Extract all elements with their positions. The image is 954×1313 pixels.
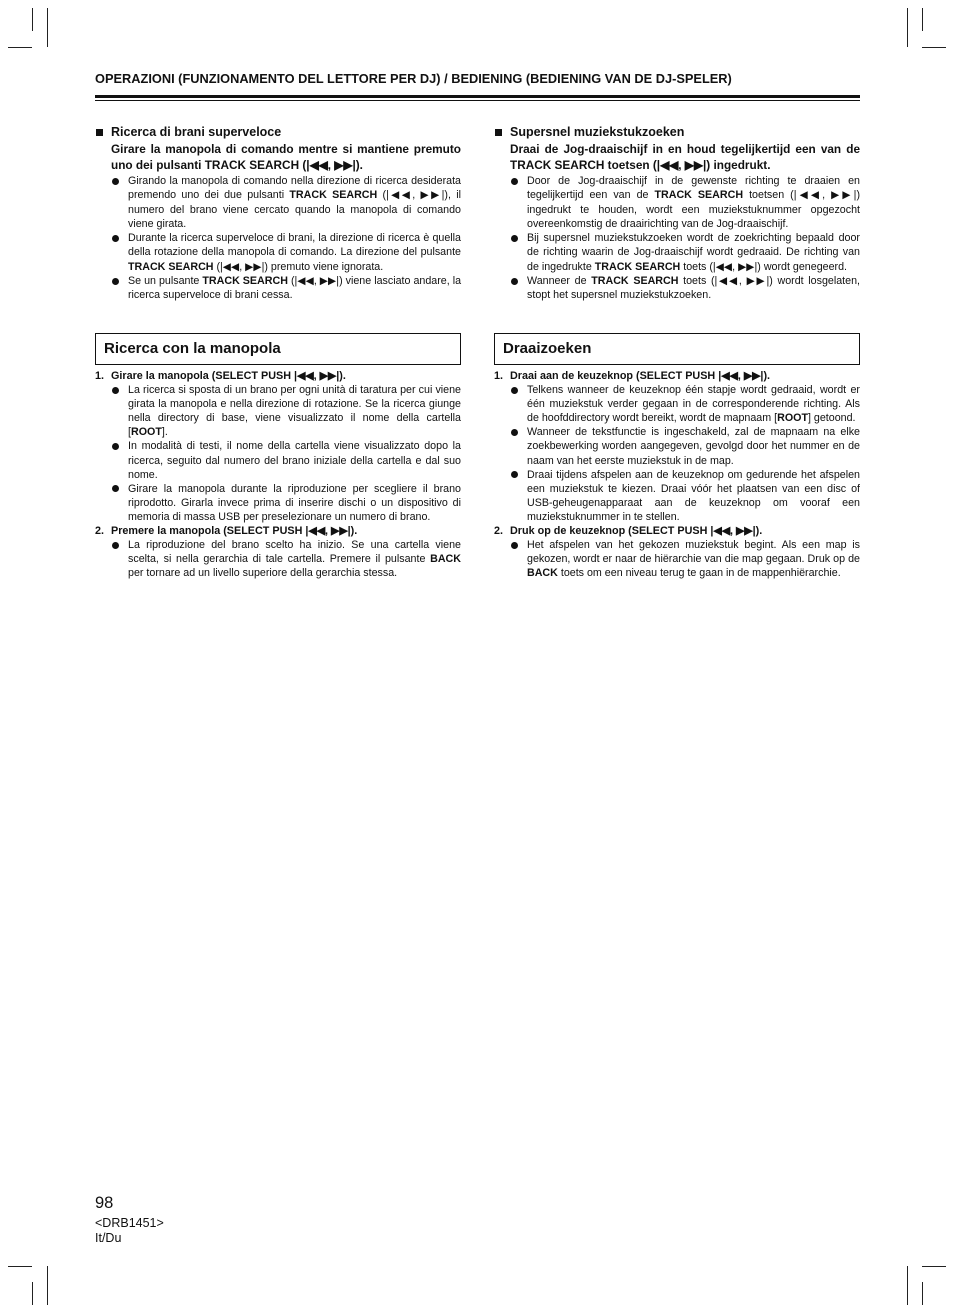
- crop-mark: [8, 1266, 32, 1267]
- bullet-text: La ricerca si sposta di un brano per ogni unità di taratura per cui viene girata la manopola e nella direzione di rotazione. Se la ricerca giunge nella directory di base, viene visualizzato il nome della cartella [: [128, 384, 461, 439]
- crop-mark: [922, 1282, 923, 1305]
- bullet-text: Wanneer de tekstfunctie is ingeschakeld, zal de mapnaam na elke zoekbewerking worden aangegeven, gevolgd door het nummer en de naam van het eerste muziekstuk in de map.: [527, 426, 860, 467]
- bullet-list: [494, 174, 860, 303]
- bullet-bold-text: BACK: [527, 567, 558, 580]
- crop-mark: [8, 47, 32, 48]
- crop-mark: [922, 47, 946, 48]
- bullet-text: (|◀◀, ▶▶|), il numero del brano viene cercato quando la manopola di comando viene girata.: [128, 189, 461, 230]
- step-number: 1.: [494, 370, 504, 382]
- right-column: [494, 0, 860, 700]
- section-intro: Draai de Jog-draaischijf in en houd tegelijkertijd een van de TRACK SEARCH toetsen (|◀◀, ▶▶|) ingedrukt.: [510, 142, 860, 172]
- section-intro: Girare la manopola di comando mentre si mantiene premuto uno dei pulsanti TRACK SEARCH (|◀◀, ▶▶|).: [111, 142, 461, 172]
- bullet-item: [95, 383, 461, 439]
- bullet-bold-text: TRACK SEARCH: [128, 260, 214, 273]
- bullet-item: [494, 425, 860, 467]
- bullet-text: Durante la ricerca superveloce di brani, la direzione di ricerca è quella della rotazione della manopola di comando. La direzione del pulsante: [128, 232, 461, 259]
- bullet-item: [95, 231, 461, 274]
- bullet-item: [95, 174, 461, 231]
- bullet-item: [494, 468, 860, 524]
- bullet-list: [95, 174, 461, 303]
- bullet-bold-text: TRACK SEARCH: [654, 189, 744, 202]
- step-heading: [494, 524, 860, 538]
- step-text: Draai aan de keuzeknop (SELECT PUSH |◀◀, ▶▶|).: [510, 370, 771, 382]
- crop-mark: [32, 1282, 33, 1305]
- step-heading: [95, 524, 461, 538]
- bullet-text: Telkens wanneer de keuzeknop één stapje wordt gedraaid, wordt er één muziekstuk verder gegaan in de corresponderende richting. Als de hoofddirectory wordt bereikt, wordt de mapnaam [: [527, 384, 860, 425]
- bullet-bold-text: ROOT: [130, 426, 162, 439]
- bullet-text: Draai tijdens afspelen aan de keuzeknop om gedurende het afspelen een muziekstuk te kiezen. Draai vóór het plaatsen van een disc of USB-geheugenapparaat aan de keuzeknop om vooraf een muziekstuknummer in te stellen.: [527, 468, 860, 523]
- bullet-bold-text: TRACK SEARCH: [594, 260, 681, 273]
- step-number: 2.: [95, 525, 105, 538]
- section-title: Ricerca di brani superveloce: [95, 124, 461, 140]
- bullet-bold-text: TRACK SEARCH: [289, 189, 378, 202]
- step-text: Druk op de keuzeknop (SELECT PUSH |◀◀, ▶▶|).: [510, 525, 763, 538]
- step-number: 1.: [95, 370, 105, 382]
- section-fast-search: [95, 124, 461, 303]
- step-list: [95, 369, 461, 580]
- box-title: Draaizoeken: [503, 340, 592, 357]
- bullet-text: In modalità di testi, il nome della cartella viene visualizzato dopo la ricerca, seguito dal numero del brano iniziale della cartella e dal suo nome.: [128, 440, 461, 481]
- bullet-text: Girando la manopola di comando nella direzione di ricerca desiderata premendo uno dei due pulsanti: [128, 175, 461, 202]
- crop-mark: [47, 8, 48, 47]
- section-box: [494, 333, 860, 365]
- bullet-text: Girare la manopola durante la riproduzione per scegliere il brano riprodotto. Girarla invece prima di inserire dischi o un dispositivo di memoria di massa USB per preselezionare un numero di brano.: [128, 482, 461, 523]
- bullet-text: (|◀◀, ▶▶|) premuto viene ignorata.: [213, 260, 384, 273]
- bullet-item: [494, 174, 860, 231]
- bullet-text: La riproduzione del brano scelto ha inizio. Se una cartella viene scelta, si nella gerarchia di tale cartella. Premere il pulsante: [128, 539, 461, 566]
- box-title: Ricerca con la manopola: [104, 340, 281, 357]
- bullet-text: toets (|◀◀, ▶▶|) wordt losgelaten, stopt het supersnel muziekstukzoeken.: [527, 275, 860, 302]
- bullet-text: ].: [161, 426, 168, 439]
- page-header-title: OPERAZIONI (FUNZIONAMENTO DEL LETTORE PER DJ) / BEDIENING (BEDIENING VAN DE DJ-SPELER): [95, 71, 732, 86]
- crop-mark: [922, 8, 923, 31]
- language-codes: It/Du: [95, 1231, 122, 1245]
- step-list: [494, 369, 860, 580]
- bullet-item: [95, 439, 461, 481]
- bullet-text: Door de Jog-draaischijf in de gewenste richting te draaien en tegelijkertijd een van de: [527, 175, 860, 202]
- step-heading: [494, 369, 860, 383]
- section-title: Supersnel muziekstukzoeken: [494, 124, 860, 140]
- bullet-item: [95, 538, 461, 580]
- bullet-text: toetsen (|◀◀, ▶▶|) ingedrukt te houden, wordt een muziekstuknummer opgezocht overeenkomstig de draairichting van de Jog-draaischijf.: [527, 189, 861, 230]
- crop-mark: [907, 1266, 908, 1305]
- bullet-item: [494, 231, 860, 274]
- crop-mark: [907, 8, 908, 47]
- bullet-text: per tornare ad un livello superiore della gerarchia stessa.: [128, 567, 398, 580]
- bullet-text: Bij supersnel muziekstukzoeken wordt de zoekrichting bepaald door de richting waarin de Jog-draaischijf wordt gedraaid. De richting van de ingedrukte: [527, 232, 860, 273]
- bullet-text: toets om een niveau terug te gaan in de mappenhiërarchie.: [557, 567, 841, 580]
- document-code: <DRB1451>: [95, 1216, 164, 1230]
- bullet-bold-text: TRACK SEARCH: [202, 275, 288, 288]
- left-column: [95, 0, 461, 700]
- bullet-text: Se un pulsante: [128, 275, 203, 288]
- bullet-item: [494, 383, 860, 425]
- step-number: 2.: [494, 525, 504, 538]
- bullet-text: Wanneer de: [527, 275, 592, 288]
- bullet-item: [95, 274, 461, 303]
- step-heading: [95, 369, 461, 383]
- step-text: Premere la manopola (SELECT PUSH |◀◀, ▶▶|).: [111, 525, 358, 538]
- bullet-bold-text: BACK: [430, 553, 461, 566]
- bullet-text: ] getoond.: [807, 412, 856, 425]
- crop-mark: [32, 8, 33, 31]
- crop-mark: [47, 1266, 48, 1305]
- bullet-text: Het afspelen van het gekozen muziekstuk begint. Als een map is gekozen, wordt er naar de hiërarchie van die map gegaan. Druk op de: [527, 539, 860, 566]
- bullet-item: [95, 482, 461, 524]
- section-box: [95, 333, 461, 365]
- bullet-text: toets (|◀◀, ▶▶|) wordt genegeerd.: [680, 260, 847, 273]
- bullet-text: (|◀◀, ▶▶|) viene lasciato andare, la ricerca superveloce di brani cessa.: [128, 275, 462, 302]
- bullet-item: [494, 274, 860, 303]
- bullet-bold-text: TRACK SEARCH: [591, 275, 679, 288]
- section-fast-search: [494, 124, 860, 303]
- page-number: 98: [95, 1194, 114, 1212]
- crop-mark: [922, 1266, 946, 1267]
- step-text: Girare la manopola (SELECT PUSH |◀◀, ▶▶|).: [111, 370, 346, 382]
- bullet-bold-text: ROOT: [777, 412, 808, 425]
- bullet-item: [494, 538, 860, 580]
